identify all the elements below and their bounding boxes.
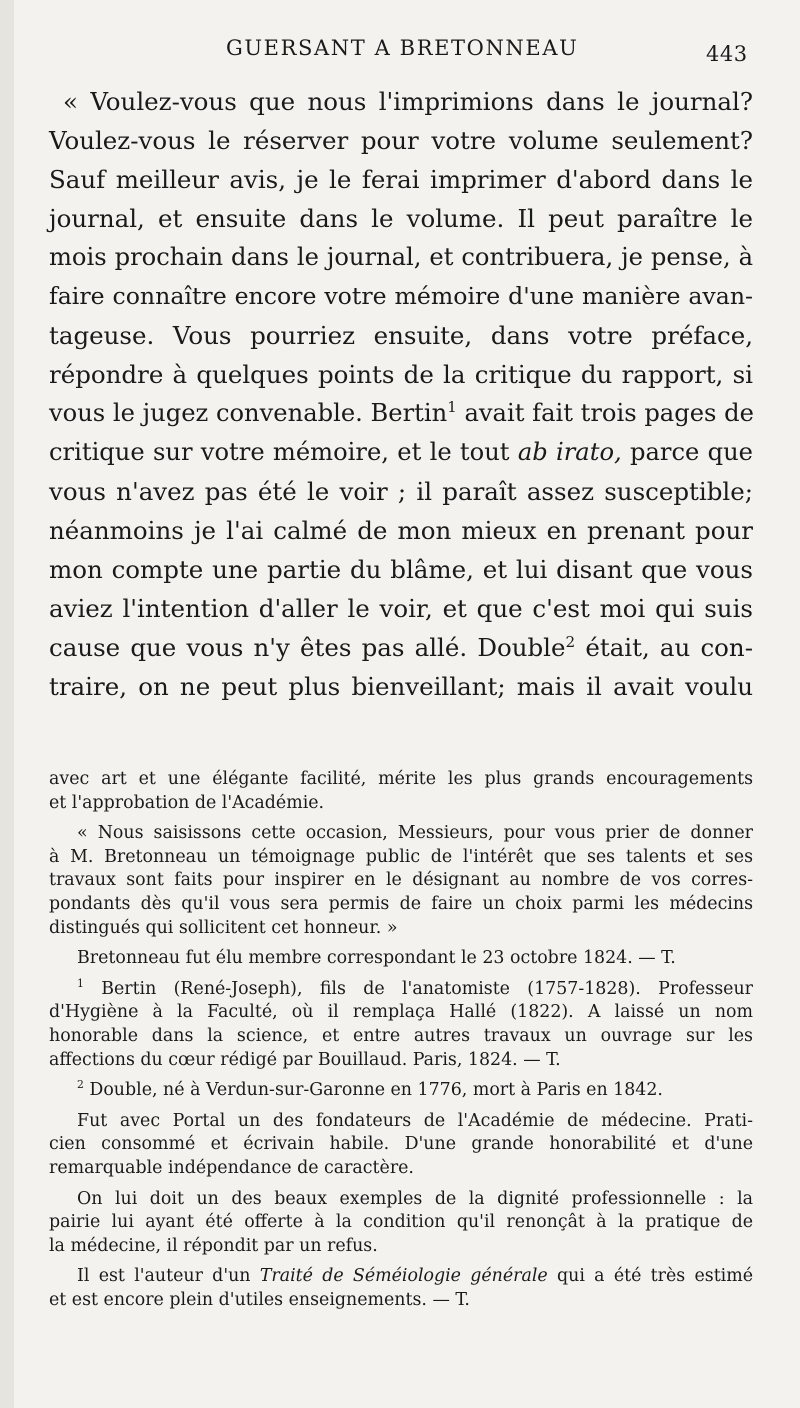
note-line: Bretonneau fut élu membre correspondant le 23 octobre 1824. — T. bbox=[77, 948, 676, 969]
text-segment: Il est l'auteur d'un bbox=[77, 1266, 251, 1287]
main-text bbox=[49, 82, 753, 706]
text-segment: Double, né à Verdun-sur-Garonne en 1776, mort à Paris en 1842. bbox=[89, 1080, 663, 1101]
footnote-2-line: cien consommé et écrivain habile. D'une grande honorabilité et d'une bbox=[49, 1134, 753, 1155]
note-line: à M. Bretonneau un témoignage public de l'intérêt que ses talents et ses bbox=[49, 846, 753, 867]
text-segment: qui a été très estimé bbox=[557, 1266, 754, 1287]
footnote-2-line bbox=[49, 1265, 753, 1289]
footnote-2-line: Fut avec Portal un des fondateurs de l'Académie de médecine. Prati- bbox=[77, 1110, 753, 1131]
footnote-1-marker: 1 bbox=[77, 976, 84, 990]
text-line bbox=[49, 394, 753, 433]
text-line: « Voulez-vous que nous l'imprimions dans le journal? bbox=[63, 87, 753, 116]
footnote-2-line: remarquable indépendance de caractère. bbox=[49, 1157, 414, 1178]
text-segment: Bertin (René-Joseph), fils de l'anatomiste (1757-1828). Professeur bbox=[101, 978, 753, 999]
latin-phrase: ab irato, bbox=[517, 438, 622, 466]
text-line: Sauf meilleur avis, je le ferai imprimer d'abord dans le bbox=[49, 165, 753, 194]
text-line: répondre à quelques points de la critique du rapport, si bbox=[49, 360, 753, 389]
page-number: 443 bbox=[706, 42, 748, 66]
text-segment: parce que bbox=[630, 438, 753, 466]
footnote-1-line: d'Hygiène à la Faculté, où il remplaça Hallé (1822). A laissé un nom bbox=[49, 1002, 753, 1023]
text-line bbox=[49, 628, 753, 667]
text-line: Voulez-vous le réserver pour votre volume seulement? bbox=[49, 126, 753, 155]
running-head: GUERSANT A BRETONNEAU bbox=[226, 36, 579, 60]
text-segment: cause que vous n'y êtes pas allé. Double bbox=[49, 633, 566, 662]
text-line: mois prochain dans le journal, et contribuera, je pense, à bbox=[49, 243, 753, 271]
text-segment: était, au con- bbox=[585, 633, 753, 662]
note-line: pondants dès qu'il vous sera permis de faire un choix parmi les médecins bbox=[49, 893, 753, 914]
footnote-2-line: On lui doit un des beaux exemples de la dignité professionnelle : la bbox=[77, 1188, 753, 1209]
note-line: et l'approbation de l'Académie. bbox=[49, 792, 325, 813]
note-line: travaux sont faits pour inspirer en le désignant au nombre de vos corres- bbox=[49, 870, 753, 891]
footnote-1-line bbox=[49, 978, 753, 1002]
note-line: « Nous saisissons cette occasion, Messieurs, pour vous prier de donner bbox=[77, 823, 753, 844]
footnote-2-line: la médecine, il répondit par un refus. bbox=[49, 1235, 378, 1256]
footnote-2-marker: 2 bbox=[77, 1078, 84, 1092]
footnote-1-line: honorable dans la science, et entre autres travaux un ouvrage sur les bbox=[49, 1025, 753, 1046]
page-edge-shadow bbox=[0, 0, 14, 1408]
footnote-ref-1[interactable]: 1 bbox=[447, 397, 457, 416]
text-segment: vous le jugez convenable. Bertin bbox=[49, 399, 448, 427]
text-segment: critique sur votre mémoire, et le tout bbox=[49, 438, 510, 466]
text-line bbox=[49, 433, 753, 472]
note-line: distingués qui sollicitent cet honneur. » bbox=[49, 917, 398, 938]
footnote-2-line bbox=[49, 1079, 753, 1103]
footnote-1-line: affections du cœur rédigé par Bouillaud. Paris, 1824. — T. bbox=[49, 1049, 561, 1070]
footnote-2-line: pairie lui ayant été offerte à la condition qu'il renonçât à la pratique de bbox=[49, 1212, 753, 1233]
footnotes bbox=[49, 768, 753, 1312]
text-line: traire, on ne peut plus bienveillant; mais il avait voulu bbox=[49, 672, 753, 701]
text-line: mon compte une partie du blâme, et lui disant que vous bbox=[49, 555, 753, 584]
footnote-2-line: et est encore plein d'utiles enseignements. — T. bbox=[49, 1289, 470, 1310]
book-title: Traité de Séméiologie générale bbox=[259, 1266, 548, 1287]
text-line: aviez l'intention d'aller le voir, et que c'est moi qui suis bbox=[49, 594, 753, 623]
note-line: avec art et une élégante facilité, mérite les plus grands encouragements bbox=[49, 769, 753, 789]
text-line: faire connaître encore votre mémoire d'une manière avan- bbox=[49, 282, 753, 310]
footnote-ref-2[interactable]: 2 bbox=[565, 632, 576, 651]
text-segment: avait fait trois pages de bbox=[464, 399, 754, 427]
text-line: vous n'avez pas été le voir ; il paraît assez susceptible; bbox=[49, 477, 753, 506]
text-line: journal, et ensuite dans le volume. Il peut paraître le bbox=[49, 204, 753, 233]
text-line: tageuse. Vous pourriez ensuite, dans votre préface, bbox=[49, 321, 753, 350]
text-line: néanmoins je l'ai calmé de mon mieux en prenant pour bbox=[49, 516, 753, 545]
